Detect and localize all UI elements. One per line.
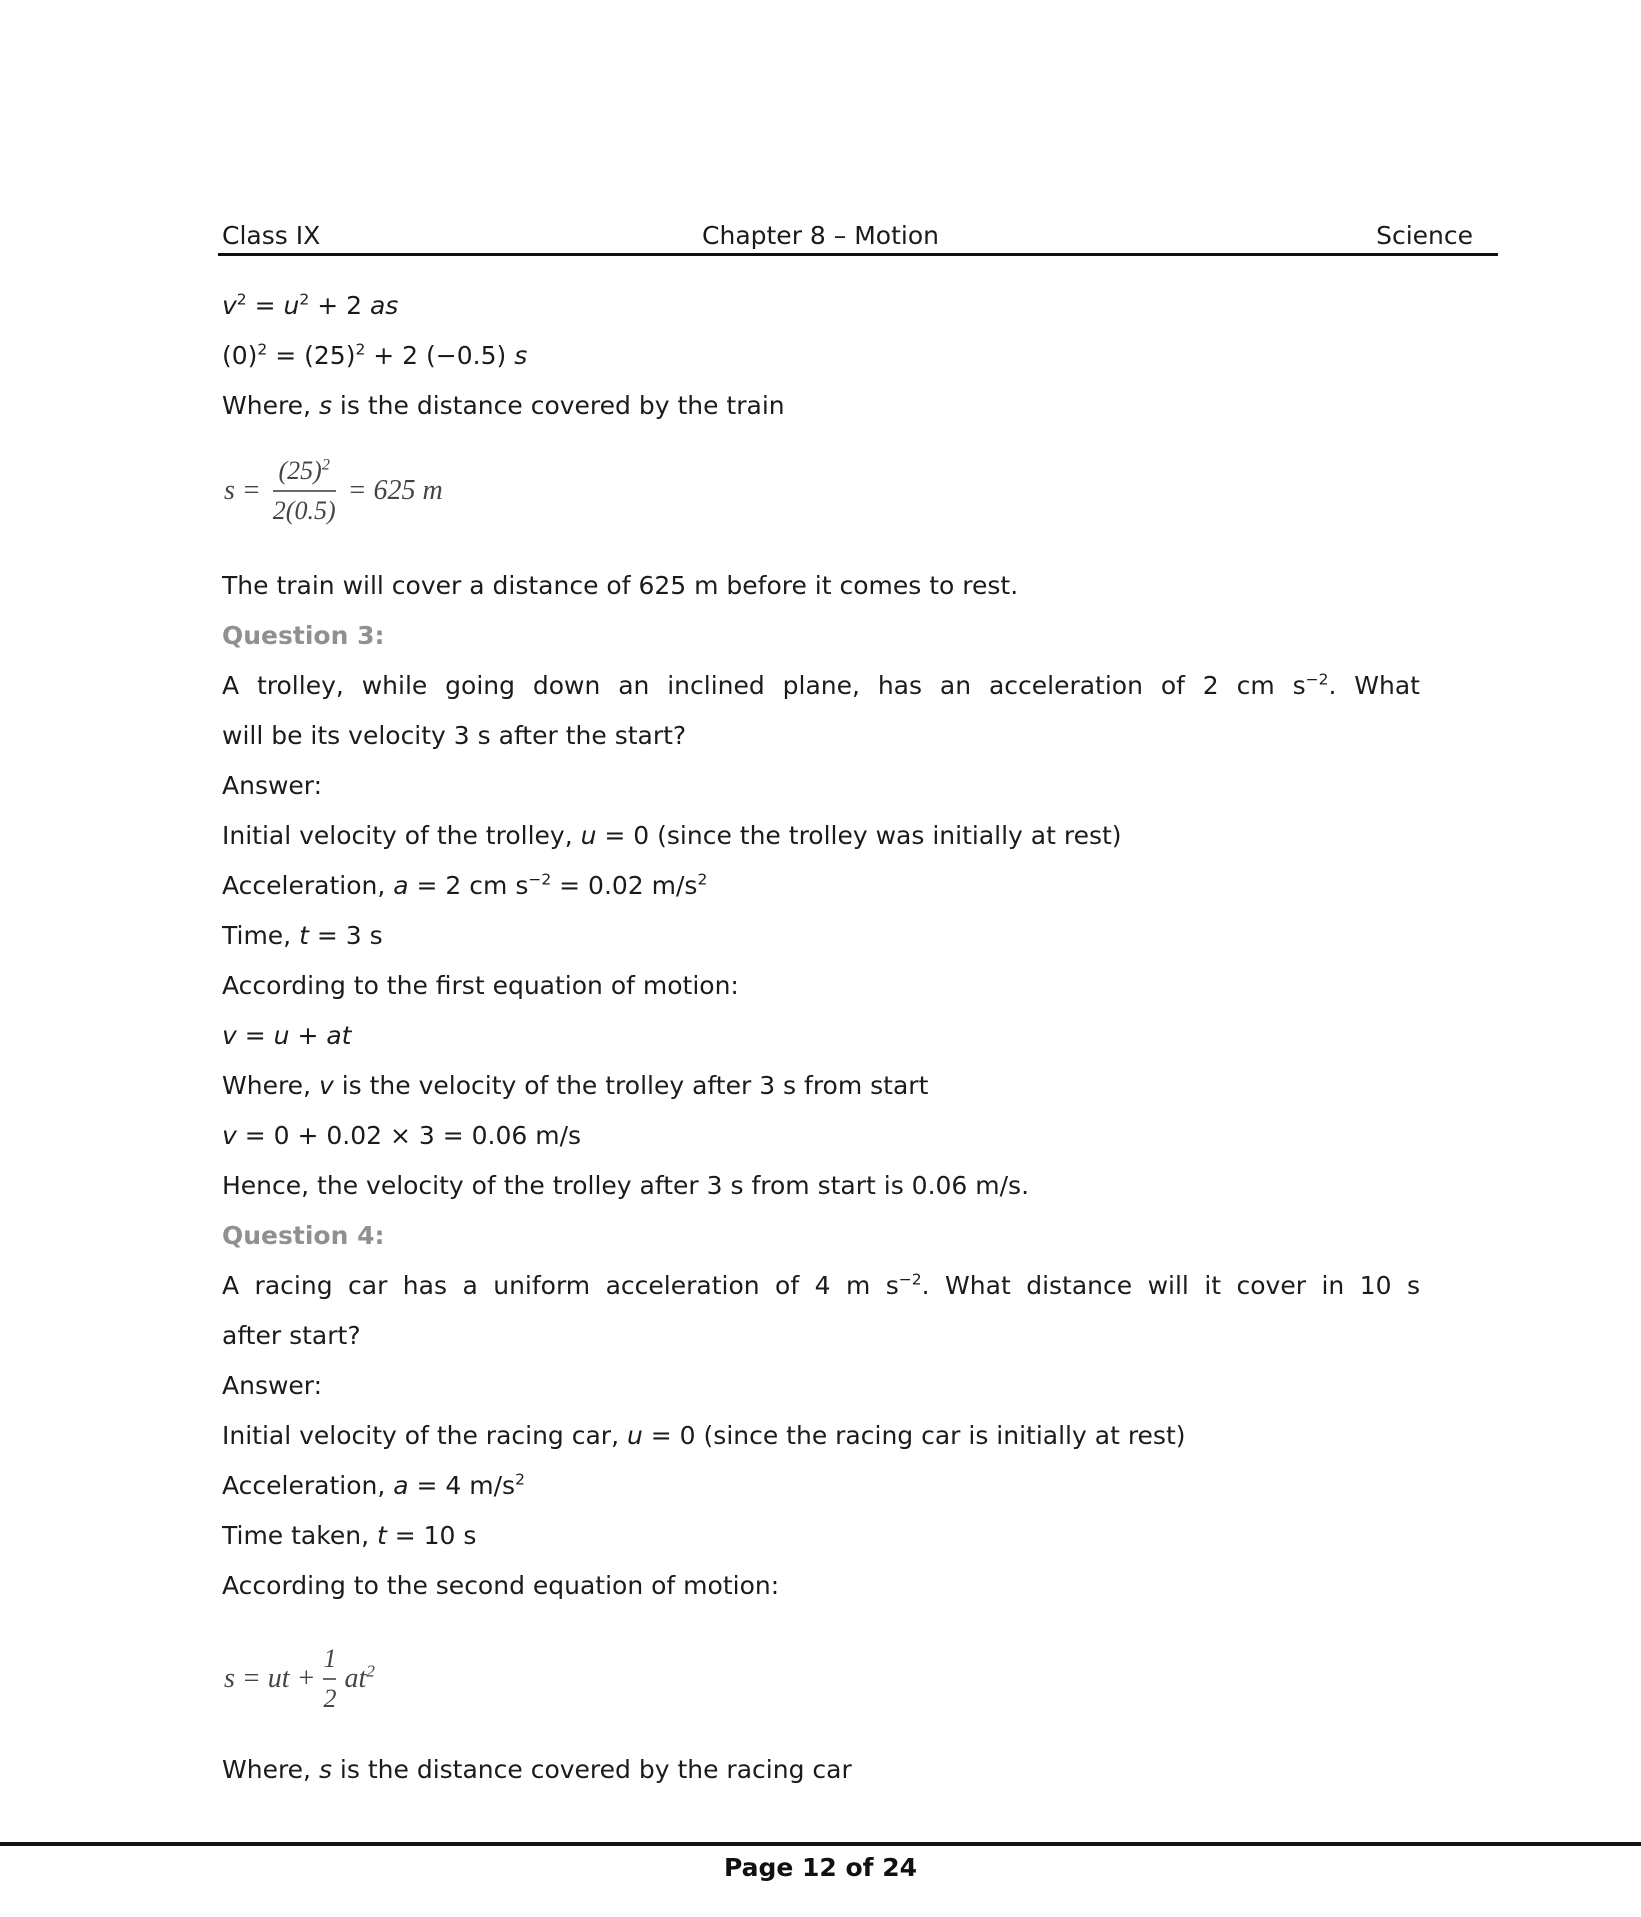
answer-label-q4: Answer: (222, 1371, 323, 1400)
answer-label-q3: Answer: (222, 771, 323, 800)
formula-car-denominator: 2 (323, 1684, 337, 1713)
body-line-time-q4: Time taken, t = 10 s (222, 1521, 477, 1550)
body-line-train-conclusion: The train will cover a distance of 625 m before it comes to rest. (222, 571, 1019, 600)
question-3-heading: Question 3: (222, 621, 385, 650)
body-line-time-q3: Time, t = 3 s (222, 921, 383, 950)
formula-train-denominator: 2(0.5) (272, 496, 336, 525)
page-number-label: Page 12 of 24 (723, 1853, 918, 1882)
formula-second-equation (224, 1629, 1420, 1729)
formula-train-distance (224, 449, 1420, 533)
header-subject-label: Science (1376, 221, 1473, 250)
formula-car-rhs: $at^2$ (344, 1661, 375, 1694)
equation-line-v-result: v = 0 + 0.02 × 3 = 0.06 m/s (222, 1121, 582, 1150)
question-3-text-line-1: A trolley, while going down an inclined plane, has an acceleration of 2 cm $s^{-2}$. What (222, 670, 1420, 700)
body-line-second-equation-intro: According to the second equation of motion: (222, 1571, 780, 1600)
question-3-text-line-2: will be its velocity 3 s after the start? (222, 721, 687, 750)
equation-line-expanded: $(0)^2 = (25)^2 + 2$ (−0.5) s (222, 340, 528, 370)
fraction-bar (273, 490, 336, 492)
body-line-acceleration-car: Acceleration, a = 4 $m/s^2$ (222, 1470, 525, 1500)
header-chapter-title: Chapter 8 – Motion (702, 221, 939, 250)
question-4-heading: Question 4: (222, 1221, 385, 1250)
question-4-text-line-1: A racing car has a uniform acceleration of 4 m $s^{-2}$. What distance will it cover in 10 s (222, 1270, 1420, 1300)
body-line-acceleration-trolley: Acceleration, a = 2 cm $s^{-2} = 0.02$ $m/s^2$ (222, 870, 708, 900)
equation-line-v-u-at: v = u + at (222, 1021, 352, 1050)
formula-train-result: = 625 m (347, 475, 443, 506)
header-divider-rule (218, 253, 1498, 256)
formula-car-lhs: s = ut + (224, 1663, 316, 1694)
body-line-where-v-trolley: Where, v is the velocity of the trolley after 3 s from start (222, 1071, 929, 1100)
body-line-initial-velocity-trolley: Initial velocity of the trolley, u = 0 (since the trolley was initially at rest) (222, 821, 1122, 850)
body-line-first-equation-intro: According to the first equation of motion: (222, 971, 739, 1000)
document-body (222, 257, 1420, 1795)
formula-train-numerator: $(25)^2$ (278, 455, 330, 485)
body-line-initial-velocity-car: Initial velocity of the racing car, u = 0 (since the racing car is initially at rest) (222, 1421, 1186, 1450)
equation-line-v2: $v^2 = u^2 + 2$ as (222, 290, 399, 320)
header-class-label: Class IX (222, 221, 321, 250)
body-line-hence-trolley: Hence, the velocity of the trolley after 3 s from start is 0.06 m/s. (222, 1171, 1030, 1200)
formula-car-numerator: 1 (323, 1643, 337, 1673)
formula-train-lhs: s = (224, 475, 261, 506)
body-line-where-s-car: Where, s is the distance covered by the racing car (222, 1755, 852, 1784)
body-line-where-s-train: Where, s is the distance covered by the train (222, 391, 785, 420)
formula-car-fraction (323, 1643, 336, 1716)
fraction-bar (323, 1678, 336, 1680)
question-4-text-line-2: after start? (222, 1321, 361, 1350)
footer-divider-rule (0, 1842, 1641, 1846)
formula-train-fraction (273, 455, 336, 528)
